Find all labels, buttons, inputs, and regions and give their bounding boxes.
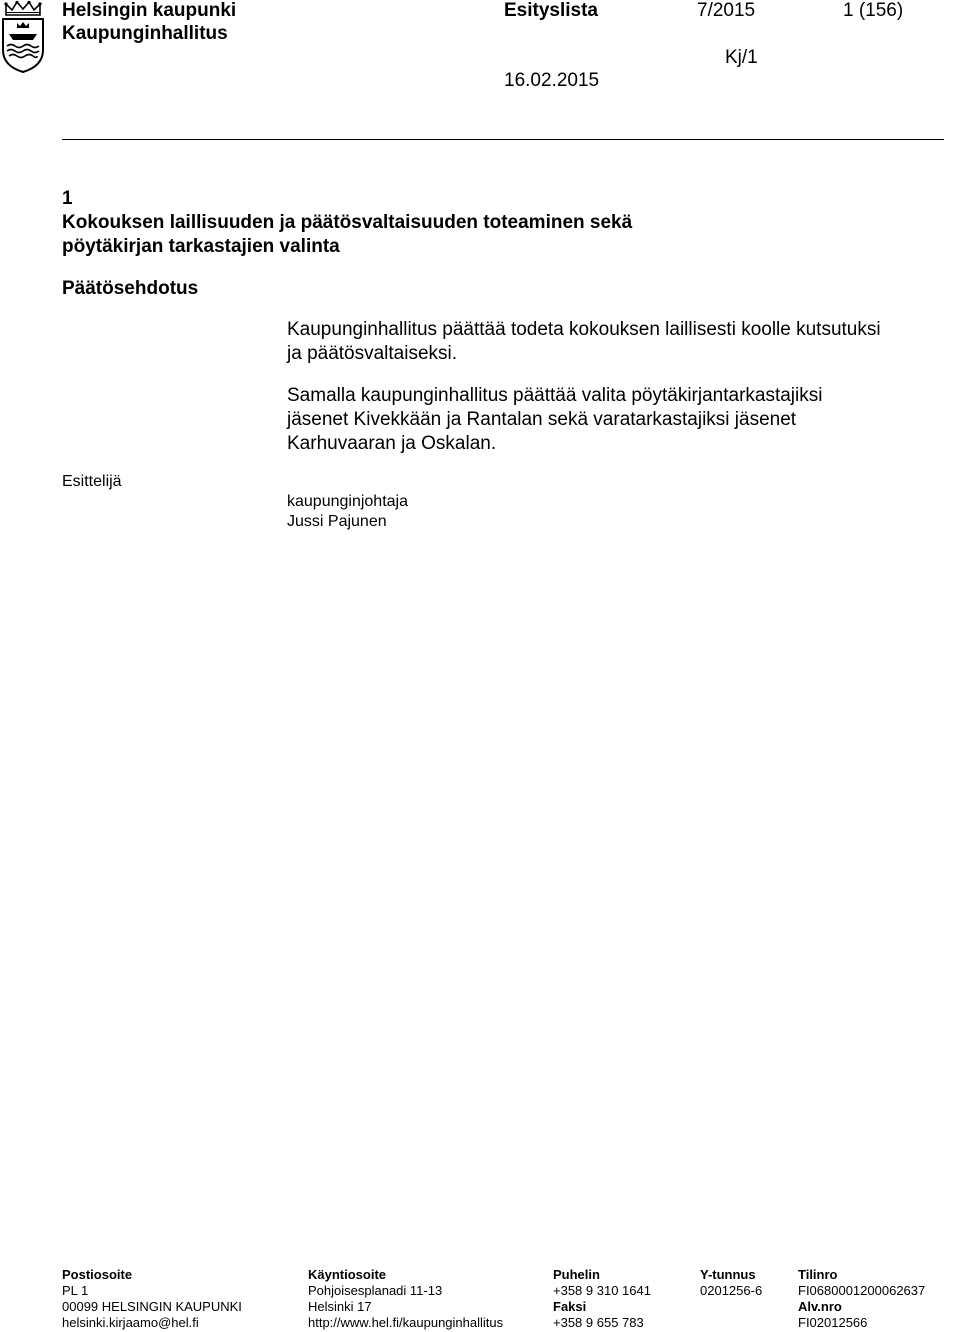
footer-vat-heading: Alv.nro (798, 1299, 842, 1314)
footer-website: http://www.hel.fi/kaupunginhallitus (308, 1315, 504, 1330)
proposal-paragraph-1-line-2: ja päätösvaltaiseksi. (287, 343, 458, 364)
footer-business-id-heading: Y-tunnus (700, 1267, 756, 1282)
footer-visiting-heading: Käyntiosoite (308, 1267, 387, 1282)
footer-fax-number: +358 9 655 783 (553, 1315, 644, 1330)
footer-business-id: 0201256-6 (700, 1283, 763, 1298)
presenter-label: Esittelijä (62, 473, 122, 490)
city-coat-of-arms-logo (0, 0, 46, 74)
footer-visiting-line-2: Helsinki 17 (308, 1299, 372, 1314)
header-divider (62, 139, 944, 140)
organization-name: Helsingin kaupunki (62, 0, 237, 21)
item-number: 1 (62, 188, 73, 209)
footer-visiting-line-1: Pohjoisesplanadi 11-13 (308, 1283, 443, 1298)
proposal-paragraph-1-line-1: Kaupunginhallitus päättää todeta kokouksen laillisesti koolle kutsutuksi (287, 319, 881, 340)
item-title-line-2: pöytäkirjan tarkastajien valinta (62, 236, 340, 257)
footer-postal-line-1: PL 1 (62, 1283, 89, 1298)
footer-vat-number: FI02012566 (798, 1315, 868, 1330)
proposal-paragraph-2-line-2: jäsenet Kivekkään ja Rantalan sekä varatarkastajiksi jäsenet (287, 409, 797, 430)
footer-account-number: FI0680001200062637 (798, 1283, 926, 1298)
footer-fax-heading: Faksi (553, 1299, 587, 1314)
footer-postal-line-2: 00099 HELSINGIN KAUPUNKI (62, 1299, 242, 1314)
footer-phone-number: +358 9 310 1641 (553, 1283, 651, 1298)
meeting-date: 16.02.2015 (504, 70, 600, 91)
footer-phone-heading: Puhelin (553, 1267, 600, 1282)
presenter-name: Jussi Pajunen (287, 513, 387, 530)
document-type: Esityslista (504, 0, 598, 21)
item-title-line-1: Kokouksen laillisuuden ja päätösvaltaisuuden toteaminen sekä (62, 212, 633, 233)
footer-account-heading: Tilinro (798, 1267, 838, 1282)
committee-name: Kaupunginhallitus (62, 23, 228, 44)
page-number: 1 (156) (843, 0, 904, 21)
footer-postal-heading: Postiosoite (62, 1267, 133, 1282)
document-number: 7/2015 (697, 0, 756, 21)
footer-email: helsinki.kirjaamo@hel.fi (62, 1315, 199, 1330)
proposal-paragraph-2-line-1: Samalla kaupunginhallitus päättää valita pöytäkirjantarkastajiksi (287, 385, 823, 406)
proposal-paragraph-2-line-3: Karhuvaaran ja Oskalan. (287, 433, 497, 454)
proposal-label: Päätösehdotus (62, 278, 199, 299)
reference-code: Kj/1 (725, 47, 758, 68)
presenter-title: kaupunginjohtaja (287, 493, 408, 510)
